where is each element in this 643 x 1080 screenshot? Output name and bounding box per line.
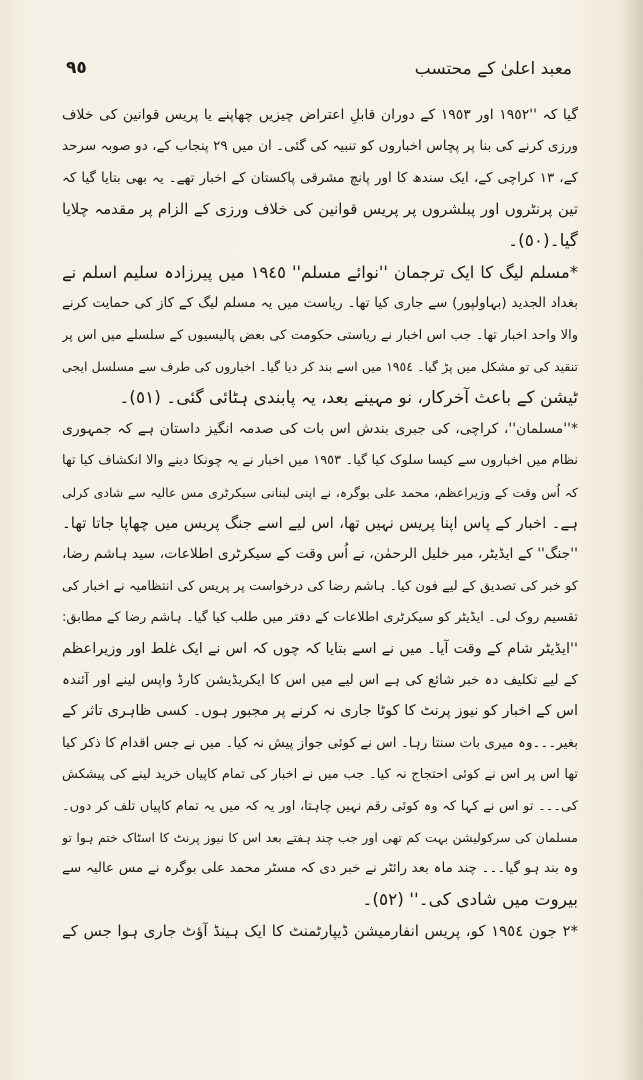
- text-line: *''مسلمان''، کراچی، کی جبری بندش اس بات کی صدمہ انگیز داستان ہے کہ جمہوری: [62, 420, 578, 437]
- text-line: کو خبر کی تصدیق کے لیے فون کیا۔ ہاشم رضا کی درخواست پر پریس کی انتظامیہ نے اخبار کی: [62, 578, 578, 594]
- text-line: وہ بند ہو گیا۔۔۔ چند ماہ بعد رائٹر نے خبر دی کہ مسٹر محمد علی بوگرہ نے مس عالیہ سے: [62, 860, 578, 877]
- body-text: [62, 100, 578, 948]
- text-line: کے، ١٣ کراچی کے، ایک سندھ کا اور پانچ مشرقی پاکستان کے اخبار تھے۔ یہ بھی بتایا گیا کہ: [62, 169, 578, 186]
- text-line: والا واحد اخبار تھا۔ جب اس اخبار نے ریاستی حکومت کی بعض پالیسیوں کے سلسلے میں اس پر: [62, 327, 578, 343]
- text-line: ''ایڈیٹر شام کے وقت آیا۔ میں نے اسے بتایا کہ چوں کہ اس نے ایک غلط اور وزیراعظم: [62, 640, 578, 657]
- page-header: [66, 58, 572, 88]
- text-line: کی۔۔۔ تو اس نے کہا کہ وہ کوئی رقم نہیں چاہتا، اور یہ کہ میں یہ تمام کاپیاں تلف کر دوں۔: [62, 798, 578, 814]
- text-line: کے لیے تکلیف دہ خبر شائع کی ہے اس لیے میں اس کا ایکریڈیشن کارڈ واپس لینے اور آئندہ: [62, 672, 578, 689]
- text-line: ''جنگ'' کے ایڈیٹر، میر خلیل الرحمٰن، نے اُس وقت کے سیکرٹری اطلاعات، سید ہاشم رضا،: [62, 546, 578, 563]
- text-line: ٹیشن کے باعث آخرکار، نو مہینے بعد، یہ پابندی ہٹائی گئی۔ (٥١)۔: [119, 387, 578, 408]
- text-line: گیا کہ ''١٩٥٢ اور ١٩٥٣ کے دوران قابلِ اعتراض چیزیں چھاپنے یا پریس قوانین کی خلاف: [62, 107, 578, 123]
- text-line: تین پرنٹروں اور پبلشروں پر پریس قوانین کی خلاف ورزی کے الزام پر مقدمہ چلایا: [62, 200, 578, 219]
- text-line: تھا اس پر اس نے کوئی احتجاج نہ کیا۔ جب میں نے اخبار کی تمام کاپیاں خرید لینے کی پیشکش: [62, 767, 578, 783]
- text-line: بغداد الجدید (بہاولپور) سے جاری کیا تھا۔ ریاست میں یہ مسلم لیگ کے کاز کی حمایت کرنے: [62, 295, 578, 312]
- text-line: نظام میں اخباروں سے کیسا سلوک کیا گیا۔ ١٩٥٣ میں اخبار نے یہ چونکا دینے والا انکشاف کیا تھا: [62, 453, 578, 469]
- text-line: ورزی کرنے کی بنا پر پچاس اخباروں کو تنبیہ کی گئی۔ ان میں ٢٩ پنجاب کے، دو صوبہ سرحد: [62, 138, 578, 155]
- text-line: بغیر۔۔۔وہ میری بات سنتا رہا۔ اس نے کوئی جواز پیش نہ کیا۔ میں نے جس اقدام کا ذکر کیا: [62, 734, 578, 751]
- text-line: ہے۔ اخبار کے پاس اپنا پریس نہیں تھا، اس لیے اسے جنگ پریس میں چھاپا جاتا تھا۔: [62, 514, 578, 533]
- text-line: مسلمان کی سرکولیشن بہت کم تھی اور جب چند ہفتے بعد اس کا نیوز پرنٹ کا اسٹاک ختم ہوا تو: [62, 829, 578, 845]
- text-line: *مسلم لیگ کا ایک ترجمان ''نوائے مسلم'' ١٩٤٥ میں پیرزادہ سلیم اسلم نے: [62, 262, 578, 282]
- text-line: *٢ جون ١٩٥٤ کو، پریس انفارمیشن ڈیپارٹمنٹ کا ایک ہینڈ آؤٹ جاری ہوا جس کے: [62, 922, 578, 941]
- page-number: ٩٥: [66, 58, 87, 78]
- text-line: گیا۔(٥٠)۔: [508, 230, 578, 251]
- text-line: اس کے اخبار کو نیوز پرنٹ کا کوٹا جاری نہ کرنے پر مجبور ہوں۔ کسی ظاہری تاثر کے: [62, 703, 578, 720]
- running-title: معبد اعلیٰ کے محتسب: [414, 59, 572, 79]
- text-line: بیروت میں شادی کی۔'' (٥٢)۔: [362, 889, 578, 910]
- page-spine-shadow: [621, 0, 643, 1080]
- text-line: تنقید کی تو مشکل میں پڑ گیا۔ ١٩٥٤ میں اسے بند کر دیا گیا۔ اخباروں کی طرف سے مسلسل ایجی: [62, 359, 578, 375]
- text-line: تقسیم روک لی۔ ایڈیٹر کو سیکرٹری اطلاعات کے دفتر میں طلب کیا گیا۔ ہاشم رضا کے مطابق:: [62, 610, 578, 626]
- text-line: کہ اُس وقت کے وزیراعظم، محمد علی بوگرہ، نے اپنی لبنانی سیکرٹری مس عالیہ سے شادی کرلی: [62, 484, 578, 500]
